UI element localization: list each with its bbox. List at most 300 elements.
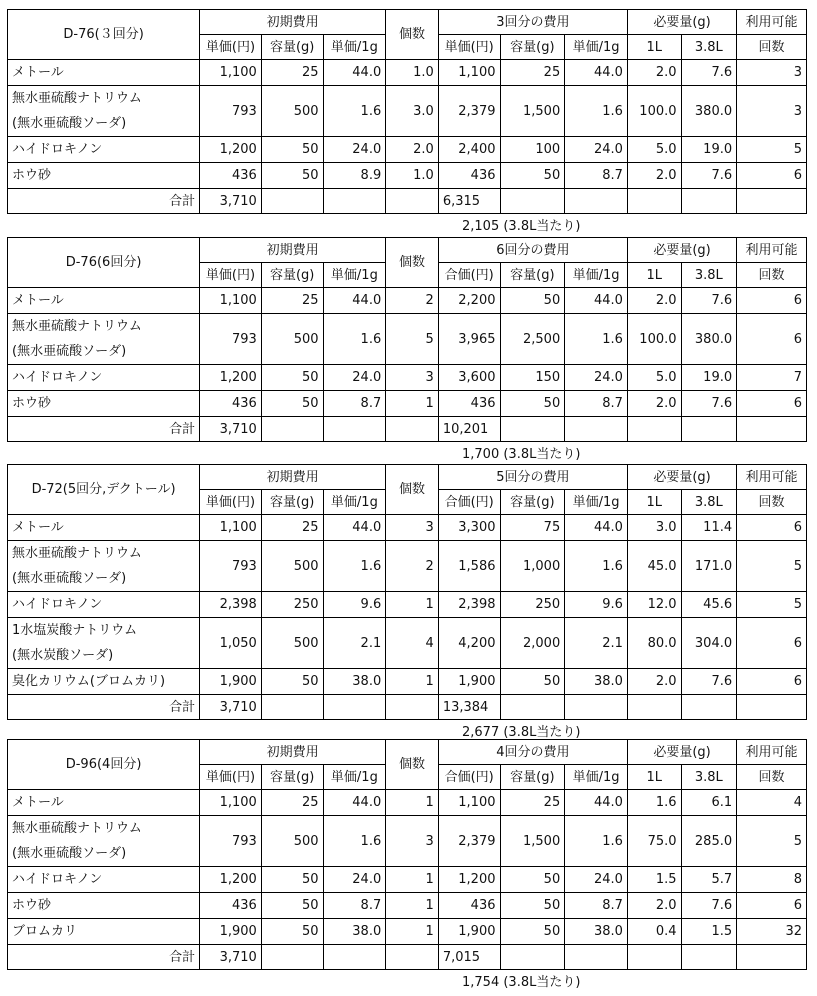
cost-table (7, 464, 807, 720)
unit-price: 436 (200, 893, 262, 919)
header-row (8, 238, 807, 263)
amount-38l: 19.0 (681, 137, 737, 163)
per-38l-cost: 2,105 (3.8L当たり) (462, 219, 581, 234)
count: 1 (386, 790, 439, 816)
total-capacity: 2,500 (500, 314, 565, 365)
recipe-title: D-96(4回分) (8, 740, 200, 790)
header-row (8, 465, 807, 490)
unit-price: 793 (200, 86, 262, 137)
total-capacity: 2,000 (500, 618, 565, 669)
unit-per-g-header: 単価/1g (565, 35, 628, 60)
chemical-name-line: (無水炭酸ソーダ) (12, 648, 114, 663)
unit-per-g: 44.0 (323, 515, 386, 541)
total-unit-per-g: 38.0 (565, 919, 628, 945)
count: 1.0 (386, 163, 439, 189)
capacity: 25 (261, 60, 323, 86)
unit-per-g: 8.7 (323, 893, 386, 919)
header-row (8, 10, 807, 35)
cost-header: 4回分の費用 (438, 740, 627, 765)
capacity: 50 (261, 669, 323, 695)
amount-1l: 3.0 (627, 515, 681, 541)
chemical-name (8, 867, 200, 893)
unit-per-g: 1.6 (323, 816, 386, 867)
empty-cell (261, 945, 323, 970)
chemical-name (8, 163, 200, 189)
total-cost: 7,015 (438, 945, 500, 970)
empty-cell (500, 189, 565, 214)
empty-cell (323, 417, 386, 442)
chemical-name-line: 1水塩炭酸ナトリウム (12, 623, 138, 638)
capacity-header: 容量(g) (261, 263, 323, 288)
capacity: 25 (261, 515, 323, 541)
table-row (8, 867, 807, 893)
unit-price: 1,900 (200, 919, 262, 945)
volume-38l-header: 3.8L (681, 263, 737, 288)
count: 2 (386, 288, 439, 314)
usable-count: 6 (737, 669, 807, 695)
recipe-title: D-76(３回分) (8, 10, 200, 60)
unit-price: 793 (200, 816, 262, 867)
table-row (8, 618, 807, 669)
chemical-name-line: (無水亜硫酸ソーダ) (12, 116, 127, 131)
cost-header: 3回分の費用 (438, 10, 627, 35)
count: 5 (386, 314, 439, 365)
total-label: 合計 (8, 189, 200, 214)
usable-count: 4 (737, 790, 807, 816)
empty-cell (261, 695, 323, 720)
empty-cell (681, 945, 737, 970)
total-unit-per-g: 8.7 (565, 163, 628, 189)
amount-38l: 380.0 (681, 314, 737, 365)
chemical-name (8, 669, 200, 695)
amount-38l: 7.6 (681, 288, 737, 314)
unit-per-g-header: 単価/1g (323, 765, 386, 790)
chemical-name (8, 515, 200, 541)
empty-cell (261, 189, 323, 214)
chemical-name-line: ハイドロキノン (12, 872, 103, 887)
empty-cell (737, 945, 807, 970)
capacity: 25 (261, 790, 323, 816)
unit-per-g: 2.1 (323, 618, 386, 669)
volume-1l-header: 1L (627, 765, 681, 790)
per-38l-cost: 2,677 (3.8L当たり) (462, 725, 581, 740)
unit-per-g: 1.6 (323, 541, 386, 592)
capacity: 500 (261, 314, 323, 365)
total-label: 合計 (8, 695, 200, 720)
count-header: 個数 (386, 465, 439, 515)
chemical-name (8, 60, 200, 86)
usable-count: 3 (737, 86, 807, 137)
amount-38l: 7.6 (681, 60, 737, 86)
total-price: 1,900 (438, 669, 500, 695)
unit-price: 1,050 (200, 618, 262, 669)
amount-1l: 80.0 (627, 618, 681, 669)
capacity-header: 容量(g) (500, 490, 565, 515)
initial-cost-header: 初期費用 (200, 740, 386, 765)
usable-count-header: 回数 (737, 263, 807, 288)
capacity: 500 (261, 816, 323, 867)
unit-price: 1,900 (200, 669, 262, 695)
table-section (7, 464, 807, 746)
chemical-name (8, 592, 200, 618)
total-initial-cost: 3,710 (200, 189, 262, 214)
total-unit-per-g: 8.7 (565, 391, 628, 417)
unit-per-g: 9.6 (323, 592, 386, 618)
cost-table (7, 739, 807, 970)
chemical-name-line: メトール (12, 520, 64, 535)
table-section (7, 237, 807, 468)
table-row (8, 790, 807, 816)
unit-per-g: 38.0 (323, 669, 386, 695)
total-row (8, 189, 807, 214)
table-section (7, 9, 807, 240)
table-row (8, 137, 807, 163)
required-header: 必要量(g) (627, 465, 736, 490)
table-section (7, 739, 807, 996)
chemical-name-line: ハイドロキノン (12, 142, 103, 157)
empty-cell (627, 695, 681, 720)
empty-cell (500, 417, 565, 442)
count: 3 (386, 515, 439, 541)
unit-per-g: 1.6 (323, 86, 386, 137)
total-row (8, 695, 807, 720)
chemical-name-line: ブロムカリ (12, 924, 78, 939)
total-capacity: 75 (500, 515, 565, 541)
total-unit-per-g: 44.0 (565, 515, 628, 541)
chemical-name (8, 790, 200, 816)
amount-1l: 5.0 (627, 137, 681, 163)
empty-cell (737, 417, 807, 442)
capacity-header: 容量(g) (500, 263, 565, 288)
capacity-header: 容量(g) (261, 765, 323, 790)
volume-1l-header: 1L (627, 263, 681, 288)
cost-header: 5回分の費用 (438, 465, 627, 490)
recipe-title: D-76(6回分) (8, 238, 200, 288)
empty-cell (500, 945, 565, 970)
total-unit-per-g: 24.0 (565, 365, 628, 391)
chemical-name (8, 365, 200, 391)
unit-price: 2,398 (200, 592, 262, 618)
empty-cell (565, 945, 628, 970)
amount-1l: 1.5 (627, 867, 681, 893)
unit-per-g: 8.7 (323, 391, 386, 417)
empty-cell (386, 417, 439, 442)
unit-price-header: 単価(円) (200, 263, 262, 288)
total-row (8, 417, 807, 442)
total-initial-cost: 3,710 (200, 417, 262, 442)
table-row (8, 314, 807, 365)
total-price: 2,379 (438, 86, 500, 137)
total-price: 2,398 (438, 592, 500, 618)
capacity: 50 (261, 867, 323, 893)
unit-price: 1,100 (200, 790, 262, 816)
total-price: 1,100 (438, 790, 500, 816)
total-cost: 6,315 (438, 189, 500, 214)
unit-price: 436 (200, 163, 262, 189)
capacity: 50 (261, 163, 323, 189)
usable-count: 6 (737, 515, 807, 541)
chemical-name (8, 893, 200, 919)
cost-table (7, 237, 807, 442)
usable-count: 5 (737, 592, 807, 618)
count-header: 個数 (386, 10, 439, 60)
unit-per-g-header: 単価/1g (323, 490, 386, 515)
total-price: 1,100 (438, 60, 500, 86)
count: 1 (386, 893, 439, 919)
empty-cell (737, 695, 807, 720)
capacity: 250 (261, 592, 323, 618)
chemical-name-line: (無水亜硫酸ソーダ) (12, 571, 127, 586)
cost-table (7, 9, 807, 214)
total-initial-cost: 3,710 (200, 695, 262, 720)
total-price: 436 (438, 391, 500, 417)
table-row (8, 893, 807, 919)
count: 1.0 (386, 60, 439, 86)
usable-count-header: 回数 (737, 490, 807, 515)
count: 2.0 (386, 137, 439, 163)
amount-1l: 2.0 (627, 60, 681, 86)
recipe-title: D-72(5回分,デクトール) (8, 465, 200, 515)
unit-price-header: 単価(円) (200, 765, 262, 790)
cost-header: 6回分の費用 (438, 238, 627, 263)
total-capacity: 100 (500, 137, 565, 163)
chemical-name-line: メトール (12, 795, 64, 810)
amount-1l: 75.0 (627, 816, 681, 867)
unit-per-g: 1.6 (323, 314, 386, 365)
amount-38l: 1.5 (681, 919, 737, 945)
chemical-name (8, 391, 200, 417)
total-price: 2,200 (438, 288, 500, 314)
total-cost: 10,201 (438, 417, 500, 442)
chemical-name (8, 86, 200, 137)
usable-count: 6 (737, 391, 807, 417)
count: 1 (386, 867, 439, 893)
chemical-name-line: メトール (12, 293, 64, 308)
total-capacity: 50 (500, 893, 565, 919)
total-price: 436 (438, 893, 500, 919)
count: 2 (386, 541, 439, 592)
capacity: 50 (261, 365, 323, 391)
capacity: 50 (261, 893, 323, 919)
unit-price: 1,200 (200, 137, 262, 163)
volume-38l-header: 3.8L (681, 35, 737, 60)
unit-per-g-header: 単価/1g (565, 490, 628, 515)
usable-count: 5 (737, 137, 807, 163)
amount-1l: 100.0 (627, 314, 681, 365)
initial-cost-header: 初期費用 (200, 465, 386, 490)
capacity: 50 (261, 919, 323, 945)
usable-header: 利用可能 (737, 238, 807, 263)
usable-count: 6 (737, 618, 807, 669)
amount-38l: 6.1 (681, 790, 737, 816)
amount-1l: 2.0 (627, 163, 681, 189)
total-capacity: 50 (500, 163, 565, 189)
count: 3 (386, 365, 439, 391)
table-row (8, 919, 807, 945)
unit-per-g: 44.0 (323, 790, 386, 816)
empty-cell (386, 695, 439, 720)
usable-count: 7 (737, 365, 807, 391)
amount-38l: 45.6 (681, 592, 737, 618)
volume-1l-header: 1L (627, 35, 681, 60)
count: 1 (386, 391, 439, 417)
total-price: 2,379 (438, 816, 500, 867)
chemical-name-line: ホウ砂 (12, 168, 52, 183)
total-capacity: 50 (500, 288, 565, 314)
capacity: 500 (261, 618, 323, 669)
empty-cell (500, 695, 565, 720)
chemical-name (8, 314, 200, 365)
count: 1 (386, 669, 439, 695)
unit-price: 436 (200, 391, 262, 417)
amount-38l: 171.0 (681, 541, 737, 592)
chemical-name (8, 288, 200, 314)
total-cost: 13,384 (438, 695, 500, 720)
total-unit-per-g: 44.0 (565, 60, 628, 86)
usable-count: 6 (737, 893, 807, 919)
chemical-name-line: ハイドロキノン (12, 597, 103, 612)
empty-cell (323, 189, 386, 214)
usable-count: 3 (737, 60, 807, 86)
amount-1l: 2.0 (627, 893, 681, 919)
total-price: 3,300 (438, 515, 500, 541)
empty-cell (565, 695, 628, 720)
total-initial-cost: 3,710 (200, 945, 262, 970)
table-row (8, 365, 807, 391)
amount-38l: 380.0 (681, 86, 737, 137)
table-row (8, 163, 807, 189)
required-header: 必要量(g) (627, 10, 736, 35)
unit-per-g-header: 単価/1g (565, 765, 628, 790)
total-unit-per-g: 8.7 (565, 893, 628, 919)
unit-per-g: 24.0 (323, 867, 386, 893)
empty-cell (261, 417, 323, 442)
initial-cost-header: 初期費用 (200, 238, 386, 263)
unit-per-g: 8.9 (323, 163, 386, 189)
total-capacity: 150 (500, 365, 565, 391)
capacity-header: 容量(g) (500, 765, 565, 790)
total-capacity: 50 (500, 669, 565, 695)
total-unit-per-g: 2.1 (565, 618, 628, 669)
unit-price: 1,100 (200, 288, 262, 314)
table-row (8, 592, 807, 618)
total-price: 1,200 (438, 867, 500, 893)
count: 3.0 (386, 86, 439, 137)
unit-price: 1,100 (200, 60, 262, 86)
empty-cell (323, 695, 386, 720)
empty-cell (681, 417, 737, 442)
amount-38l: 7.6 (681, 893, 737, 919)
usable-count: 5 (737, 816, 807, 867)
required-header: 必要量(g) (627, 238, 736, 263)
empty-cell (737, 189, 807, 214)
usable-count: 6 (737, 288, 807, 314)
total-unit-per-g: 38.0 (565, 669, 628, 695)
cost-price-header: 合価(円) (438, 490, 500, 515)
empty-cell (386, 189, 439, 214)
amount-38l: 7.6 (681, 391, 737, 417)
total-price: 436 (438, 163, 500, 189)
total-unit-per-g: 44.0 (565, 288, 628, 314)
total-capacity: 25 (500, 60, 565, 86)
total-unit-per-g: 44.0 (565, 790, 628, 816)
usable-header: 利用可能 (737, 10, 807, 35)
usable-count: 32 (737, 919, 807, 945)
unit-per-g: 38.0 (323, 919, 386, 945)
unit-price-header: 単価(円) (200, 35, 262, 60)
total-price: 2,400 (438, 137, 500, 163)
amount-1l: 1.6 (627, 790, 681, 816)
amount-1l: 2.0 (627, 669, 681, 695)
amount-38l: 285.0 (681, 816, 737, 867)
usable-count-header: 回数 (737, 765, 807, 790)
cost-price-header: 合価(円) (438, 765, 500, 790)
table-row (8, 515, 807, 541)
unit-per-g-header: 単価/1g (565, 263, 628, 288)
chemical-name (8, 919, 200, 945)
unit-per-g-header: 単価/1g (323, 35, 386, 60)
amount-1l: 100.0 (627, 86, 681, 137)
total-capacity: 1,000 (500, 541, 565, 592)
cost-price-header: 合価(円) (438, 263, 500, 288)
capacity: 50 (261, 137, 323, 163)
volume-38l-header: 3.8L (681, 490, 737, 515)
empty-cell (627, 945, 681, 970)
capacity: 500 (261, 541, 323, 592)
unit-price: 1,200 (200, 867, 262, 893)
empty-cell (565, 417, 628, 442)
usable-header: 利用可能 (737, 465, 807, 490)
total-capacity: 25 (500, 790, 565, 816)
unit-price: 1,200 (200, 365, 262, 391)
table-row (8, 816, 807, 867)
empty-cell (681, 189, 737, 214)
usable-count: 8 (737, 867, 807, 893)
total-unit-per-g: 24.0 (565, 867, 628, 893)
amount-38l: 7.6 (681, 163, 737, 189)
chemical-name-line: (無水亜硫酸ソーダ) (12, 344, 127, 359)
total-label: 合計 (8, 945, 200, 970)
chemical-name-line: ホウ砂 (12, 898, 52, 913)
chemical-name-line: 無水亜硫酸ナトリウム (12, 319, 142, 334)
amount-38l: 11.4 (681, 515, 737, 541)
capacity-header: 容量(g) (261, 35, 323, 60)
capacity-header: 容量(g) (261, 490, 323, 515)
unit-per-g-header: 単価/1g (323, 263, 386, 288)
usable-header: 利用可能 (737, 740, 807, 765)
empty-cell (681, 695, 737, 720)
amount-38l: 7.6 (681, 669, 737, 695)
chemical-name (8, 137, 200, 163)
capacity: 50 (261, 391, 323, 417)
table-row (8, 86, 807, 137)
total-unit-per-g: 1.6 (565, 816, 628, 867)
unit-price: 793 (200, 541, 262, 592)
table-row (8, 541, 807, 592)
chemical-name-line: ホウ砂 (12, 396, 52, 411)
total-unit-per-g: 1.6 (565, 314, 628, 365)
chemical-name-line: メトール (12, 65, 64, 80)
count: 1 (386, 919, 439, 945)
chemical-name-line: 無水亜硫酸ナトリウム (12, 821, 142, 836)
total-unit-per-g: 1.6 (565, 86, 628, 137)
table-row (8, 391, 807, 417)
capacity-header: 容量(g) (500, 35, 565, 60)
chemical-name-line: 無水亜硫酸ナトリウム (12, 546, 142, 561)
usable-count: 6 (737, 163, 807, 189)
amount-38l: 304.0 (681, 618, 737, 669)
count: 1 (386, 592, 439, 618)
